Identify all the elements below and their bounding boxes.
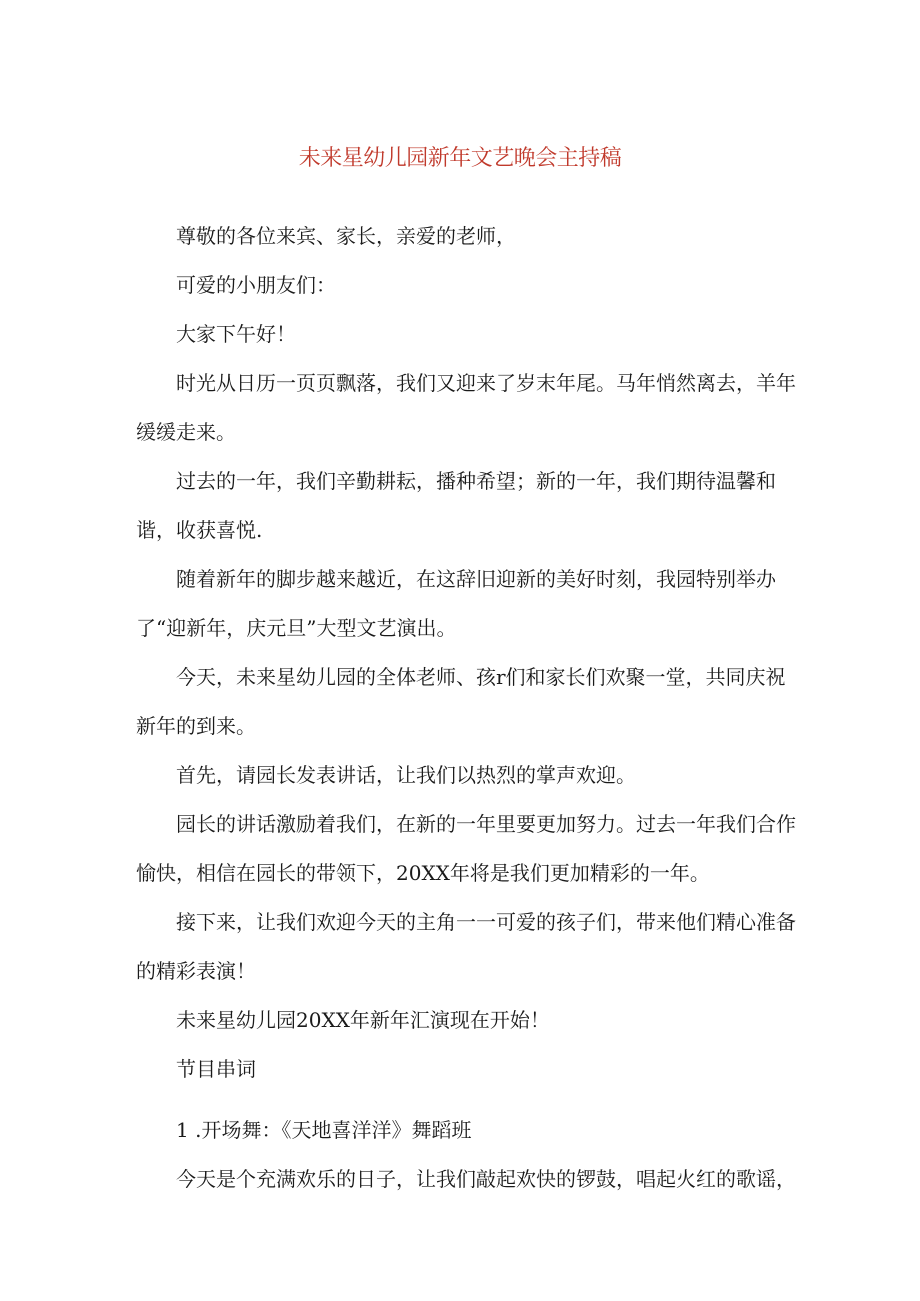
- paragraph-time: 时光从日历一页页飘落，我们又迎来了岁末年尾。马年悄然离去，羊年缓缓走来。: [136, 371, 796, 444]
- paragraph-greeting-3: 大家下午好！: [176, 322, 296, 346]
- paragraph-principal-intro: 首先，请园长发表讲话，让我们以热烈的掌声欢迎。: [176, 763, 636, 787]
- paragraph-show-start: 未来星幼儿园20XX年新年汇演现在开始！: [176, 1008, 550, 1032]
- document-title: 未来星幼儿园新年文艺晚会主持稿: [298, 146, 622, 171]
- section-heading-program: 节目串词: [176, 1057, 256, 1081]
- paragraph-greeting-2: 可爱的小朋友们：: [176, 273, 336, 297]
- paragraph-past-year: 过去的一年，我们辛勤耕耘，播种希望；新的一年，我们期待温馨和谐，收获喜悦.: [136, 469, 776, 542]
- paragraph-program-intro: 今天是个充满欢乐的日子，让我们敲起欢快的锣鼓，唱起火红的歌谣，: [176, 1167, 796, 1191]
- paragraph-new-year-event: 随着新年的脚步越来越近，在这辞旧迎新的美好时刻，我园特别举办了“迎新年，庆元旦”大型文艺演出。: [136, 567, 776, 640]
- paragraph-gathering: 今天，未来星幼儿园的全体老师、孩r们和家长们欢聚一堂，共同庆祝新年的到来。: [136, 665, 786, 738]
- program-item-1: 1 .开场舞：《天地喜洋洋》舞蹈班: [176, 1118, 472, 1142]
- paragraph-welcome-children: 接下来，让我们欢迎今天的主角一一可爱的孩子们，带来他们精心准备的精彩表演！: [136, 910, 796, 983]
- paragraph-principal-speech: 园长的讲话激励着我们，在新的一年里要更加努力。过去一年我们合作愉快，相信在园长的带领下，20XX年将是我们更加精彩的一年。: [136, 812, 796, 885]
- paragraph-greeting-1: 尊敬的各位来宾、家长，亲爱的老师，: [176, 224, 516, 248]
- document-body: [136, 212, 796, 1204]
